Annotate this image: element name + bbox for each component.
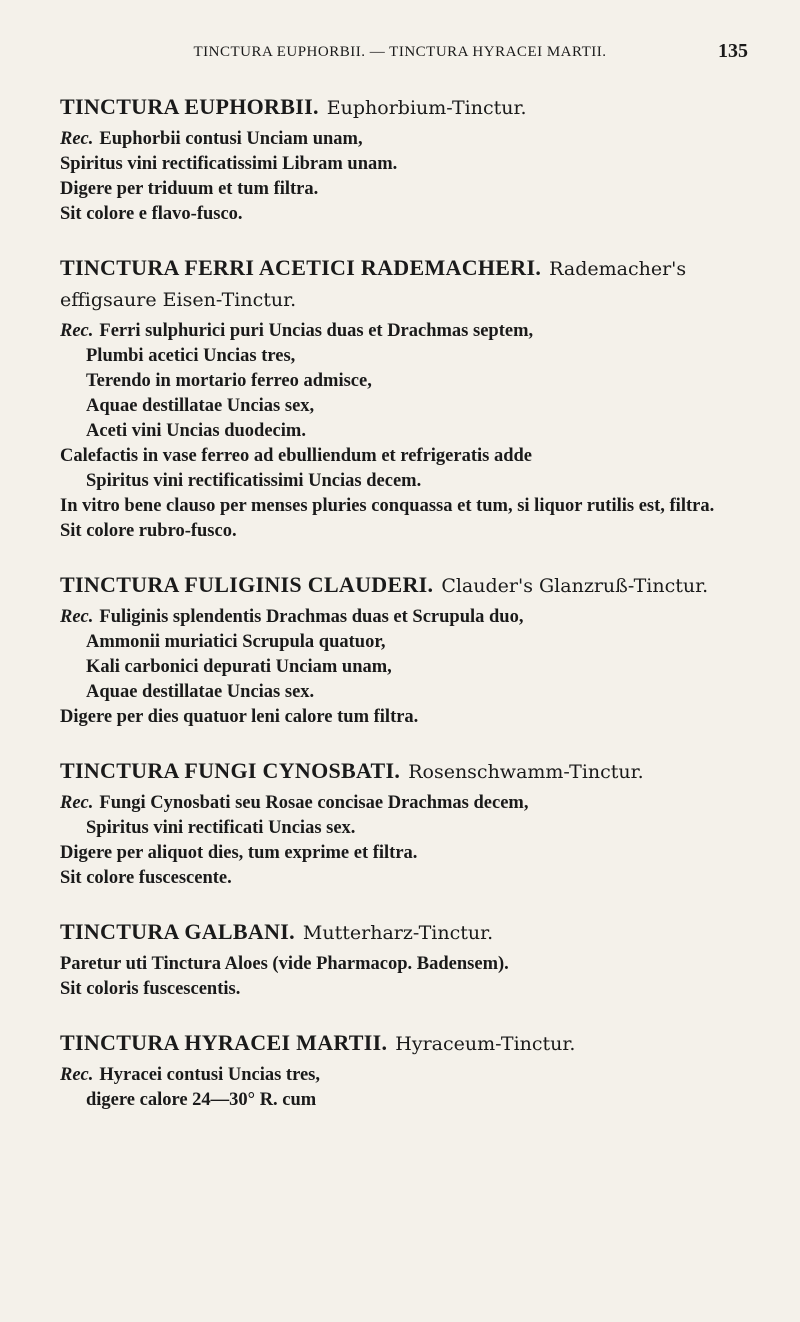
- recipe-german-title: Rademacher's effigsaure Eisen-Tinctur.: [60, 258, 687, 311]
- recipe-line-text: Spiritus vini rectificatissimi Uncias decem.: [86, 471, 422, 491]
- recipe-line: [60, 344, 760, 369]
- recipe-line-text: Sit coloris fuscescentis.: [60, 979, 241, 999]
- recipe-line-text: Fungi Cynosbati seu Rosae concisae Drachmas decem,: [99, 793, 529, 813]
- recipe-line: [60, 319, 760, 344]
- recipe-line-text: Digere per triduum et tum filtra.: [60, 179, 319, 199]
- recipe-title: TINCTURA GALBANI.: [60, 919, 295, 944]
- recipe-line-text: Fuliginis splendentis Drachmas duas et Scrupula duo,: [99, 607, 524, 627]
- rec-marker: Rec.: [60, 129, 94, 149]
- rec-marker: Rec.: [60, 793, 94, 813]
- recipe-line-text: Spiritus vini rectificatissimi Libram unam.: [60, 154, 398, 174]
- recipe-line: [60, 177, 760, 202]
- recipe-line-text: Digere per dies quatuor leni calore tum filtra.: [60, 707, 419, 727]
- recipe-title: TINCTURA EUPHORBII.: [60, 94, 319, 119]
- recipe-heading: [60, 756, 760, 787]
- recipe-title: TINCTURA FULIGINIS CLAUDERI.: [60, 572, 434, 597]
- recipe-entry: [60, 756, 760, 891]
- recipe-heading: [60, 570, 760, 601]
- recipe-title: TINCTURA HYRACEI MARTII.: [60, 1030, 388, 1055]
- recipe-line-text: Plumbi acetici Uncias tres,: [86, 346, 296, 366]
- recipe-german-title: Mutterharz-Tinctur.: [302, 922, 494, 944]
- recipe-line: [60, 519, 760, 544]
- rec-marker: Rec.: [60, 607, 94, 627]
- rec-marker: Rec.: [60, 321, 94, 341]
- entries-list: [60, 92, 760, 1139]
- recipe-line-text: Aquae destillatae Uncias sex,: [86, 396, 315, 416]
- recipe-german-title: Euphorbium-Tinctur.: [326, 97, 527, 119]
- recipe-entry: [60, 92, 760, 227]
- recipe-line-text: Sit colore rubro-fusco.: [60, 521, 237, 541]
- recipe-line-text: Ferri sulphurici puri Uncias duas et Drachmas septem,: [99, 321, 534, 341]
- recipe-german-title: Hyraceum-Tinctur.: [395, 1033, 576, 1055]
- recipe-line-text: Kali carbonici depurati Unciam unam,: [86, 657, 392, 677]
- recipe-line: [60, 680, 760, 705]
- recipe-line: [60, 655, 760, 680]
- recipe-line: [60, 1063, 760, 1088]
- recipe-line-text: Sit colore fuscescente.: [60, 868, 232, 888]
- recipe-german-title: Rosenschwamm-Tinctur.: [408, 761, 644, 783]
- recipe-line-text: Digere per aliquot dies, tum exprime et filtra.: [60, 843, 418, 863]
- recipe-title: TINCTURA FERRI ACETICI RADEMACHERI.: [60, 255, 542, 280]
- recipe-line-text: Sit colore e flavo-fusco.: [60, 204, 243, 224]
- recipe-line: [60, 444, 760, 469]
- recipe-german-title: Clauder's Glanzruß-Tinctur.: [441, 575, 709, 597]
- recipe-line: [60, 705, 760, 730]
- recipe-line: [60, 394, 760, 419]
- recipe-line: [60, 952, 760, 977]
- recipe-line: [60, 152, 760, 177]
- recipe-entry: [60, 570, 760, 730]
- recipe-line-text: In vitro bene clauso per menses pluries conquassa et tum, si liquor rutilis est, filtra.: [60, 496, 715, 516]
- recipe-entry: [60, 917, 760, 1002]
- recipe-line-text: Ammonii muriatici Scrupula quatuor,: [86, 632, 386, 652]
- recipe-line: [60, 494, 760, 519]
- recipe-line: [60, 127, 760, 152]
- recipe-heading: [60, 917, 760, 948]
- recipe-line-text: Aquae destillatae Uncias sex.: [86, 682, 315, 702]
- recipe-line-text: Paretur uti Tinctura Aloes (vide Pharmacop. Badensem).: [60, 954, 509, 974]
- recipe-line: [60, 419, 760, 444]
- recipe-line-text: Hyracei contusi Uncias tres,: [99, 1065, 320, 1085]
- recipe-line: [60, 791, 760, 816]
- running-head: TINCTURA EUPHORBII. — TINCTURA HYRACEI MARTII.: [193, 44, 607, 60]
- page-number: 135: [718, 40, 748, 62]
- recipe-heading: [60, 92, 760, 123]
- recipe-line: [60, 816, 760, 841]
- recipe-entry: [60, 253, 760, 544]
- recipe-line: [60, 469, 760, 494]
- recipe-line: [60, 866, 760, 891]
- recipe-heading: [60, 1028, 760, 1059]
- recipe-line: [60, 841, 760, 866]
- recipe-line-text: digere calore 24—30° R. cum: [86, 1090, 317, 1110]
- recipe-line: [60, 630, 760, 655]
- rec-marker: Rec.: [60, 1065, 94, 1085]
- recipe-line: [60, 605, 760, 630]
- recipe-line: [60, 1088, 760, 1113]
- recipe-line-text: Euphorbii contusi Unciam unam,: [99, 129, 363, 149]
- recipe-title: TINCTURA FUNGI CYNOSBATI.: [60, 758, 401, 783]
- recipe-line: [60, 369, 760, 394]
- recipe-heading: [60, 253, 760, 315]
- recipe-line-text: Terendo in mortario ferreo admisce,: [86, 371, 372, 391]
- recipe-entry: [60, 1028, 760, 1113]
- recipe-line-text: Aceti vini Uncias duodecim.: [86, 421, 306, 441]
- recipe-line-text: Calefactis in vase ferreo ad ebulliendum et refrigeratis adde: [60, 446, 533, 466]
- recipe-line: [60, 202, 760, 227]
- recipe-line: [60, 977, 760, 1002]
- recipe-line-text: Spiritus vini rectificati Uncias sex.: [86, 818, 356, 838]
